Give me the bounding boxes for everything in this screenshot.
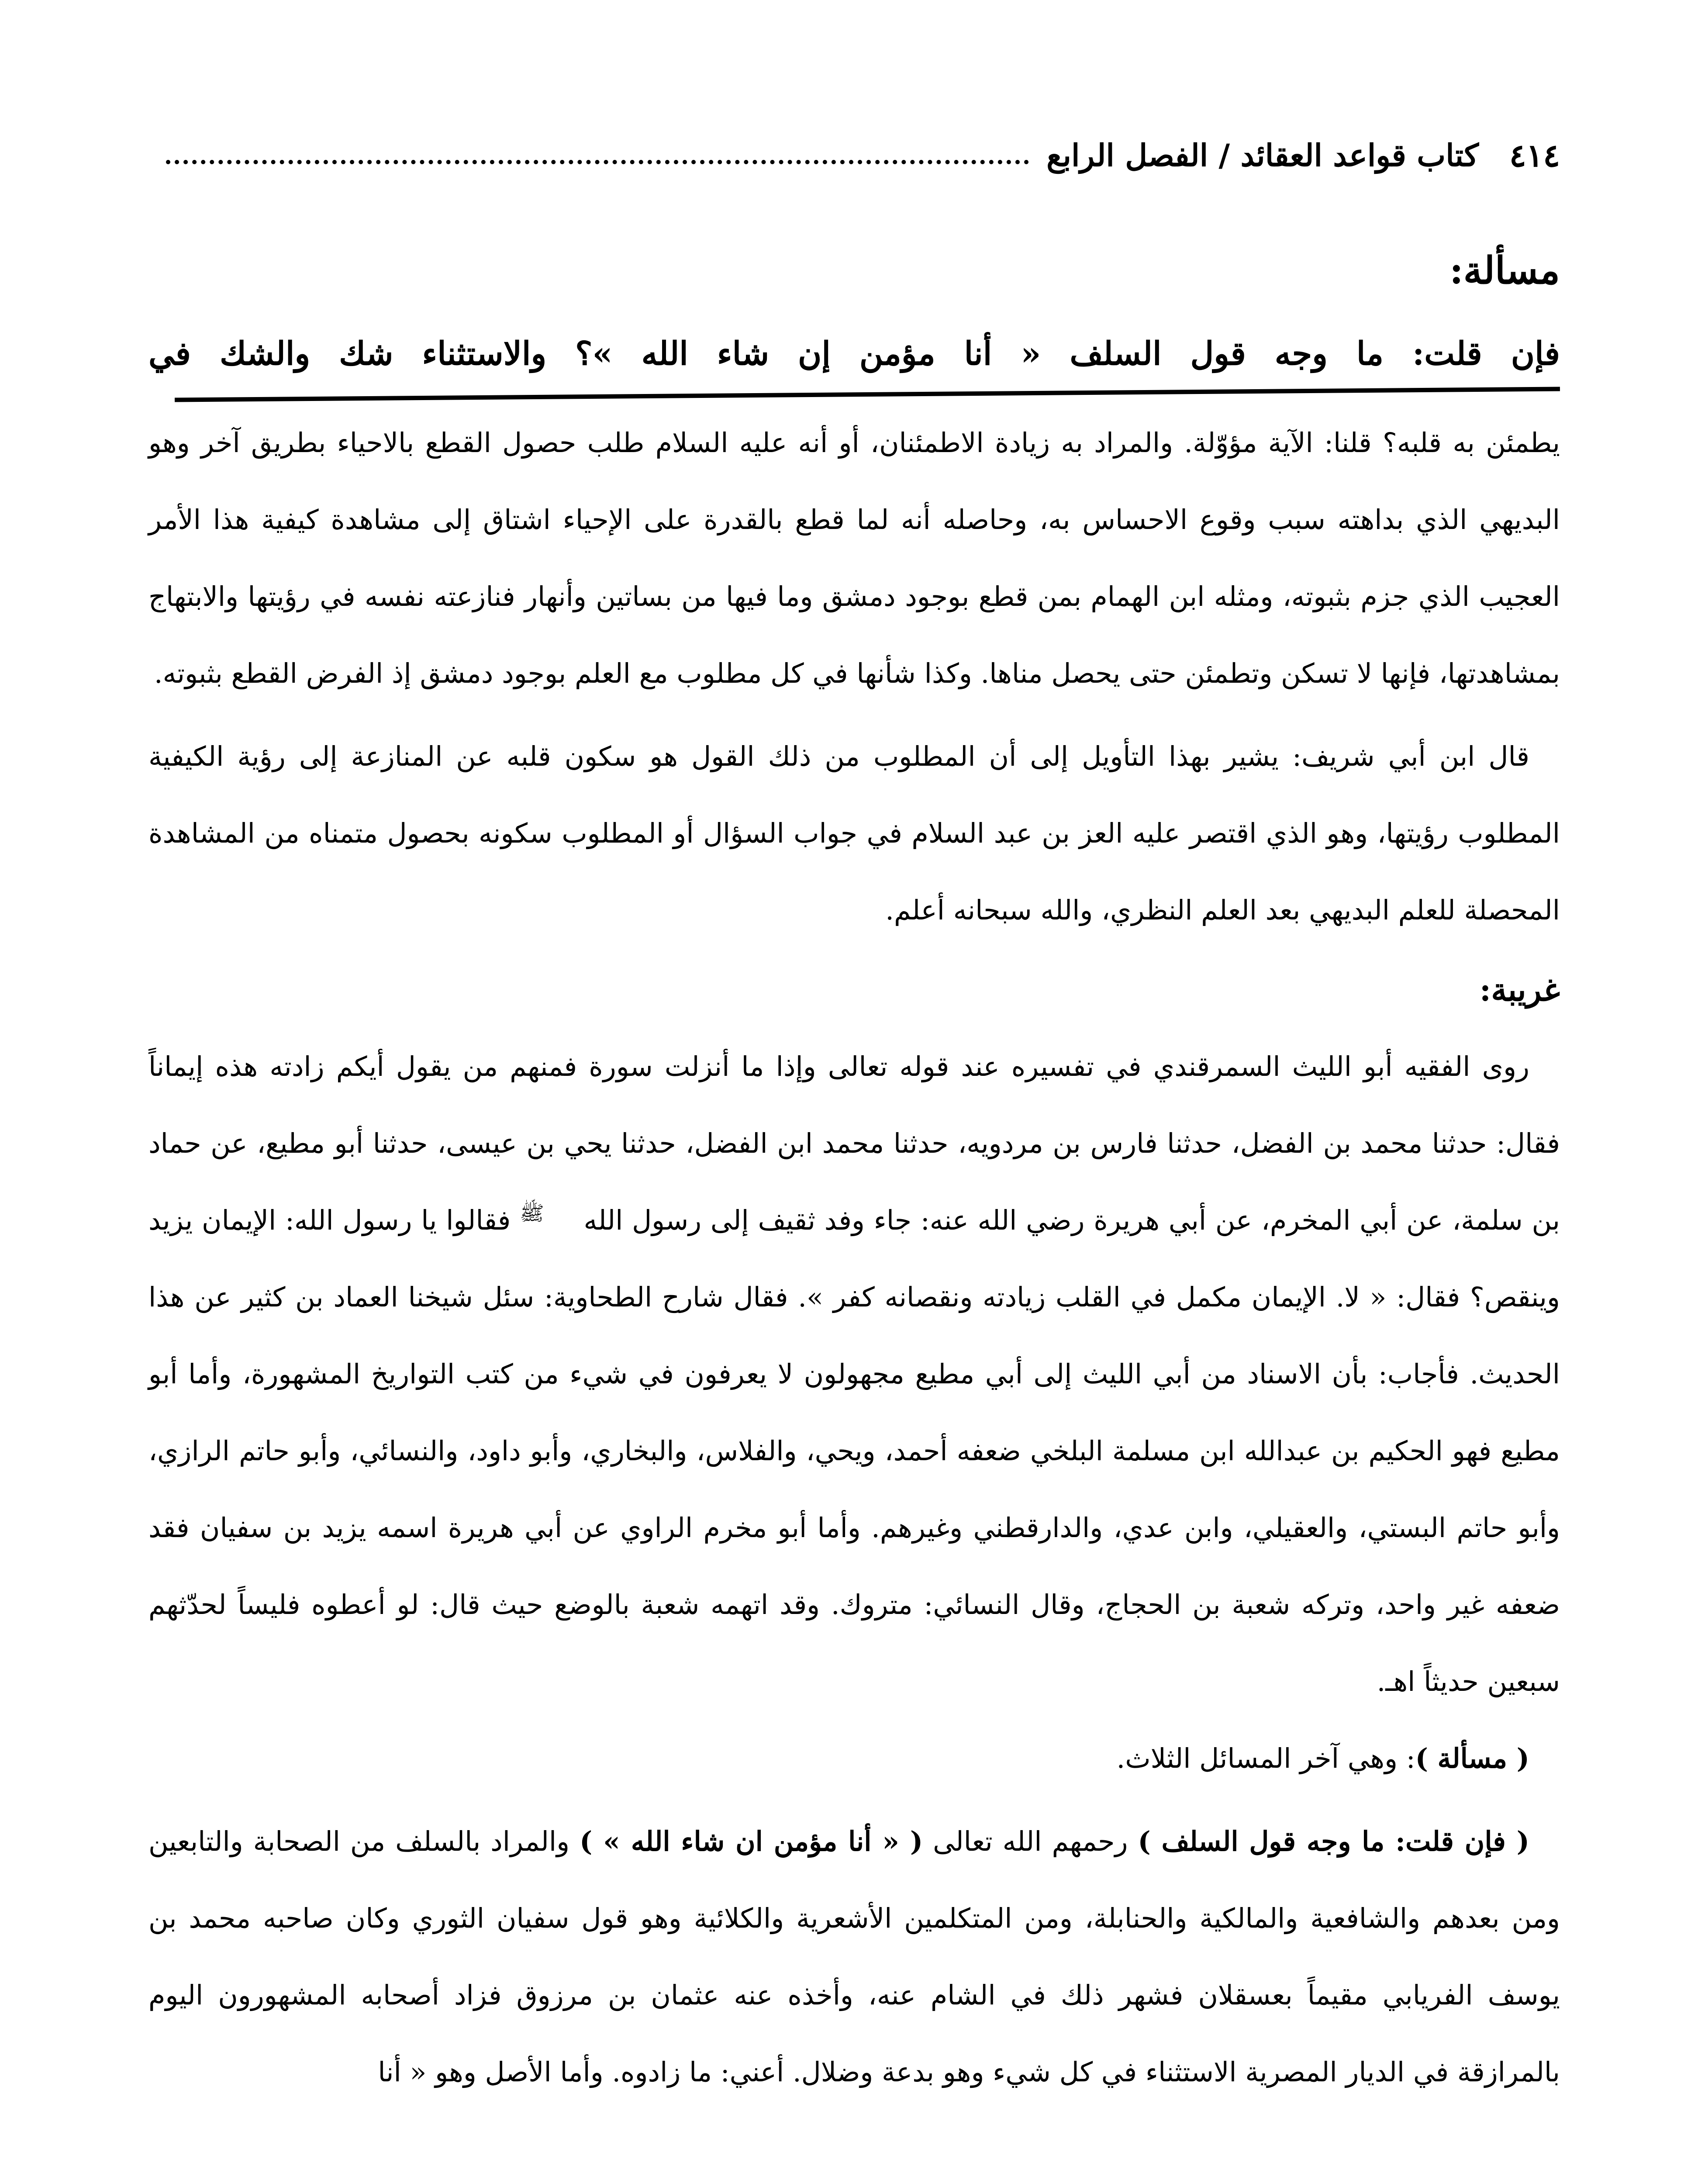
paragraph-4-text: : وهي آخر المسائل الثلاث. — [1116, 1742, 1415, 1774]
paragraph-3-text-b: فقالوا يا رسول الله: الإيمان يزيد وينقص؟ فقال: « لا. الإيمان مكمل في القلب زيادته ونقصانه كفر ». فقال شارح الطحاوية: سئل شيخنا العماد بن كثير عن هذا الحديث. فأجاب: بأن الاسناد من أبي الليث إلى أبي مطيع مجهولون لا يعرفون في شيء من كتب التواريخ المشهورة، وأما أبو مطيع فهو الحكيم بن عبدالله ابن مسلمة البلخي ضعفه أحمد، ويحي، والفلاس، والبخاري، وأبو داود، والنسائي، وأبو حاتم الرازي، وأبو حاتم البستي، والعقيلي، وابن عدي، والدارقطني وغيرهم. وأما أبو مخرم الراوي عن أبي هريرة اسمه يزيد بن سفيان فقد ضعفه غير واحد، وتركه شعبة بن الحجاج، وقال النسائي: متروك. وقد اتهمه شعبة بالوضع حيث قال: لو أعطوه فليساً لحدّثهم سبعين حديثاً اهـ. — [148, 1204, 1560, 1697]
matn-heading: مسألة: — [1449, 249, 1560, 293]
page-number: ٤١٤ — [1509, 136, 1560, 174]
commentary-paragraph-2: قال ابن أبي شريف: يشير بهذا التأويل إلى أن المطلوب من ذلك القول هو سكون قلبه عن المنازعة إلى رؤية الكيفية المطلوب رؤيتها، وهو الذي اقتصر عليه العز بن عبد السلام في جواب السؤال أو المطلوب سكونه بحصول متمناه من المشاهدة المحصلة للعلم البديهي بعد العلم النظري، والله سبحانه أعلم. — [148, 740, 1560, 926]
paragraph-5-text: والمراد بالسلف من الصحابة والتابعين ومن بعدهم والشافعية والمالكية والحنابلة، ومن المتكلمين الأشعرية والكلائية وهو قول سفيان الثوري وكان صاحبه محمد بن يوسف الفريابي مقيماً بعسقلان فشهر ذلك في الشام عنه، وأخذه عنه عثمان بن مرزوق فزاد أصحابه المشهورون اليوم بالمرازقة في الديار المصرية الاستثناء في كل شيء وهو بدعة وضلال. أعني: ما زادوه. وأما الأصل وهو « أنا — [148, 1825, 1560, 2088]
matn-text: فإن قلت: ما وجه قول السلف « أنا مؤمن إن شاء الله »؟ والاستثناء شك والشك في — [148, 335, 1560, 373]
paragraph-5-mid: رحمهم الله تعالى — [923, 1825, 1138, 1857]
dotted-leader — [166, 160, 1029, 164]
running-head-title: كتاب قواعد العقائد / الفصل الرابع — [1046, 137, 1479, 173]
quoted-matn-2: ( « أنا مؤمن ان شاء الله » ) — [580, 1825, 923, 1857]
quoted-matn-1: ( فإن قلت: ما وجه قول السلف ) — [1138, 1825, 1529, 1857]
mas-ala-marker: ( مسألة ) — [1415, 1742, 1529, 1774]
matn-separator-rule — [175, 387, 1560, 402]
commentary-body — [148, 404, 1560, 2111]
commentary-paragraph-4 — [148, 1720, 1560, 1797]
running-head — [148, 131, 1560, 179]
salawat-honorific-glyph: ﷺ — [520, 1201, 544, 1225]
section-heading-ghariba: غريبة: — [1479, 971, 1560, 1008]
paragraph-3-text-a: روى الفقيه أبو الليث السمرقندي في تفسيره عند قوله تعالى وإذا ما أنزلت سورة فمنهم من يقول أيكم زادته هذه إيماناً فقال: حدثنا محمد بن الفضل، حدثنا فارس بن مردويه، حدثنا محمد ابن الفضل، حدثنا يحي بن عيسى، حدثنا أبو مطيع، عن حماد بن سلمة، عن أبي المخرم، عن أبي هريرة رضي الله عنه: جاء وفد ثقيف إلى رسول الله — [148, 1051, 1560, 1236]
commentary-paragraph-1: يطمئن به قلبه؟ قلنا: الآية مؤوّلة. والمراد به زيادة الاطمئنان، أو أنه عليه السلام طلب حصول القطع بالاحياء بطريق آخر وهو البديهي الذي بداهته سبب وقوع الاحساس به، وحاصله أنه لما قطع بالقدرة على الإحياء اشتاق إلى مشاهدة كيفية هذا الأمر العجيب الذي جزم بثبوته، ومثله ابن الهمام بمن قطع بوجود دمشق وما فيها من بساتين وأنهار فنازعته نفسه في رؤيتها والابتهاج بمشاهدتها، فإنها لا تسكن وتطمئن حتى يحصل مناها. وكذا شأنها في كل مطلوب مع العلم بوجود دمشق إذ الفرض القطع بثبوته. — [148, 427, 1560, 689]
commentary-paragraph-5 — [148, 1803, 1560, 2111]
commentary-paragraph-3 — [148, 1028, 1560, 1720]
